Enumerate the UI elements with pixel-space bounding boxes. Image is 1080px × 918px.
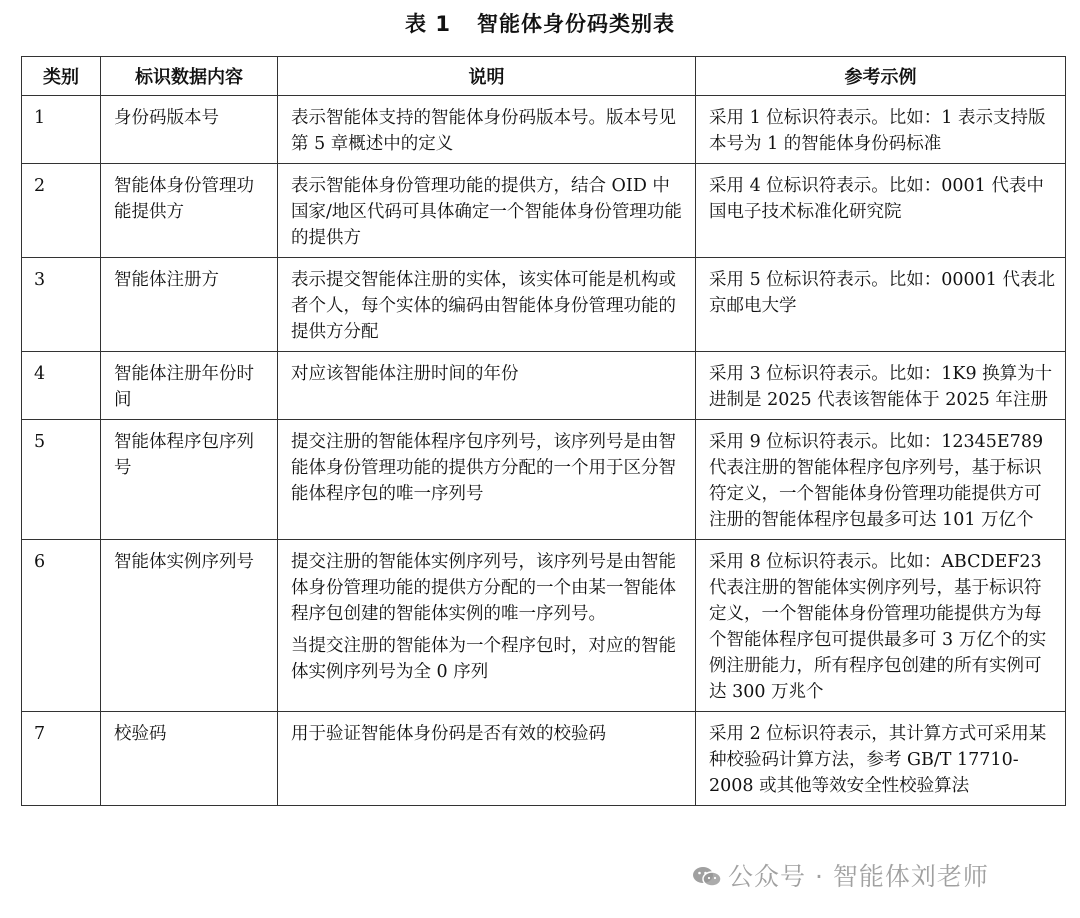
table-row [22,420,1066,540]
cell-example: 采用 3 位标识符表示。比如：1K9 换算为十进制是 2025 代表该智能体于 2025 年注册 [696,352,1066,420]
header-content: 标识数据内容 [101,57,278,96]
cell-description [278,352,696,420]
cell-description [278,96,696,164]
header-category: 类别 [22,57,101,96]
cell-content: 智能体身份管理功能提供方 [101,164,278,258]
cell-number: 2 [22,164,101,258]
table-row [22,258,1066,352]
watermark-text: 公众号 · 智能体刘老师 [728,862,989,891]
description-text: 对应该智能体注册时间的年份 [291,364,519,384]
table-row [22,540,1066,712]
cell-content: 身份码版本号 [101,96,278,164]
cell-example: 采用 1 位标识符表示。比如：1 表示支持版本号为 1 的智能体身份码标准 [696,96,1066,164]
cell-example: 采用 2 位标识符表示，其计算方式可采用某种校验码计算方法，参考 GB/T 17710-2008 或其他等效安全性校验算法 [696,712,1066,806]
header-example: 参考示例 [696,57,1066,96]
header-description: 说明 [278,57,696,96]
wechat-icon [692,866,722,888]
table-row [22,96,1066,164]
cell-content: 智能体实例序列号 [101,540,278,712]
description-text: 表示智能体身份管理功能的提供方，结合 OID 中国家/地区代码可具体确定一个智能体身份管理功能的提供方 [291,176,682,248]
cell-example: 采用 8 位标识符表示。比如：ABCDEF23 代表注册的智能体实例序列号，基于标识符定义，一个智能体身份管理功能提供方为每个智能体程序包可提供最多可 3 万亿个的实例注册能力，所有程序包创建的所有实例可达 300 万兆个 [696,540,1066,712]
cell-number: 6 [22,540,101,712]
table-number: 表 1 [405,12,451,36]
cell-description [278,258,696,352]
description-text: 用于验证智能体身份码是否有效的校验码 [291,724,606,744]
watermark [692,857,989,893]
cell-content: 智能体程序包序列号 [101,420,278,540]
cell-content: 智能体注册年份时间 [101,352,278,420]
cell-number: 7 [22,712,101,806]
table-title: 智能体身份码类别表 [476,12,675,36]
description-text: 表示提交智能体注册的实体，该实体可能是机构或者个人，每个实体的编码由智能体身份管理功能的提供方分配 [291,270,676,342]
table-row [22,352,1066,420]
cell-example: 采用 4 位标识符表示。比如：0001 代表中国电子技术标准化研究院 [696,164,1066,258]
cell-description [278,164,696,258]
cell-example: 采用 9 位标识符表示。比如：12345E789 代表注册的智能体程序包序列号，基于标识符定义，一个智能体身份管理功能提供方可注册的智能体程序包最多可达 101 万亿个 [696,420,1066,540]
cell-description [278,712,696,806]
table-caption [0,8,1080,38]
cell-number: 1 [22,96,101,164]
table-row [22,712,1066,806]
cell-number: 5 [22,420,101,540]
cell-description [278,540,696,712]
cell-content: 智能体注册方 [101,258,278,352]
description-text: 提交注册的智能体程序包序列号，该序列号是由智能体身份管理功能的提供方分配的一个用于区分智能体程序包的唯一序列号 [291,432,676,504]
cell-number: 4 [22,352,101,420]
description-text: 提交注册的智能体实例序列号，该序列号是由智能体身份管理功能的提供方分配的一个由某一智能体程序包创建的智能体实例的唯一序列号。 [291,552,676,624]
cell-number: 3 [22,258,101,352]
description-note: 当提交注册的智能体为一个程序包时，对应的智能体实例序列号为全 0 序列 [291,636,676,682]
cell-description [278,420,696,540]
header-row [22,57,1066,96]
cell-content: 校验码 [101,712,278,806]
cell-example: 采用 5 位标识符表示。比如：00001 代表北京邮电大学 [696,258,1066,352]
identity-code-table [21,56,1066,806]
table-row [22,164,1066,258]
description-text: 表示智能体支持的智能体身份码版本号。版本号见第 5 章概述中的定义 [291,108,676,154]
